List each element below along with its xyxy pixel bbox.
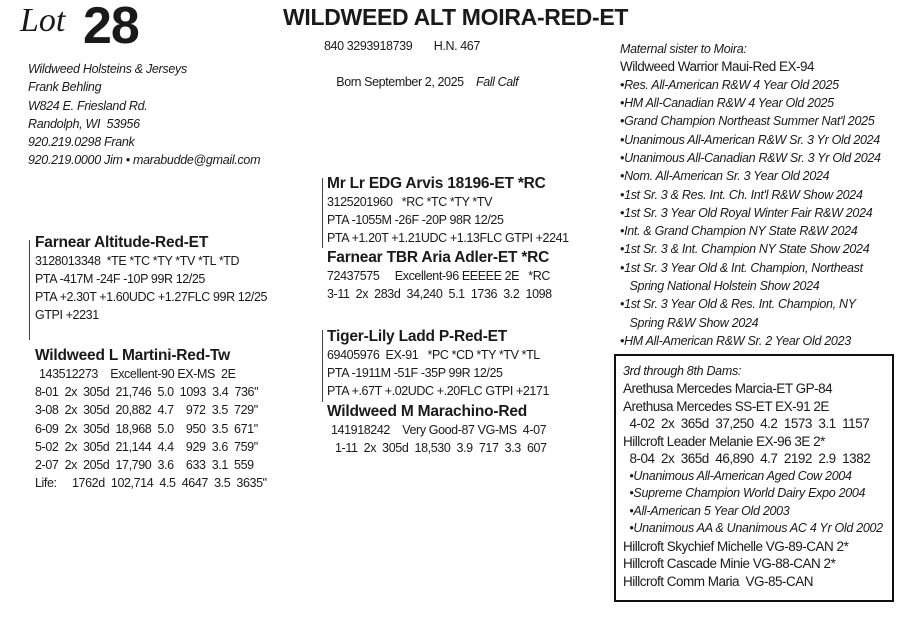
sire-of-sire-name: Mr Lr EDG Arvis 18196-ET *RC	[327, 175, 546, 192]
page-title: WILDWEED ALT MOIRA-RED-ET	[283, 4, 629, 30]
award-line: •Nom. All-American Sr. 3 Year Old 2024	[620, 169, 830, 184]
dams-box-line: •All-American 5 Year Old 2003	[623, 503, 790, 518]
pedigree-line	[322, 330, 323, 402]
award-line: •1st Sr. 3 Year Old & Res. Int. Champion, NY	[620, 297, 856, 312]
dam-of-sire-line: 72437575 Excellent-96 EEEEE 2E *RC	[327, 269, 551, 283]
dam-of-dam-name: Wildweed M Marachino-Red	[327, 403, 528, 420]
award-line: •Res. All-American R&W 4 Year Old 2025	[620, 77, 839, 92]
maternal-sister-block	[620, 40, 881, 350]
dam-of-dam-line: 1-11 2x 305d 18,530 3.9 717 3.3 607	[335, 441, 547, 455]
dams-box-line: •Unanimous All-American Aged Cow 2004	[623, 468, 852, 483]
award-line: •Grand Champion Northeast Summer Nat'l 2025	[620, 114, 875, 129]
award-line: •Unanimous All-Canadian R&W Sr. 3 Yr Old 2024	[620, 150, 881, 165]
sire-line: PTA +2.30T +1.60UDC +1.27FLC 99R 12/25	[35, 290, 268, 304]
consignor-line: 920.219.0000 Jim • marabudde@gmail.com	[28, 153, 261, 168]
dams-box-line: Hillcroft Skychief Michelle VG-89-CAN 2*	[623, 538, 849, 554]
dam-record: 6-09 2x 305d 18,968 5.0 950 3.5 671"	[35, 421, 258, 436]
dam-block	[35, 347, 267, 492]
award-line: •1st Sr. 3 Year Old & Int. Champion, Northeast	[620, 260, 863, 275]
dam-of-sire-name: Farnear TBR Aria Adler-ET *RC	[327, 249, 550, 266]
sire-line: GTPI +2231	[35, 308, 99, 322]
dam-of-sire-line: 3-11 2x 283d 34,240 5.1 1736 3.2 1098	[327, 287, 552, 301]
maternal-sister-name: Wildweed Warrior Maui-Red EX-94	[620, 59, 815, 75]
award-line: Spring R&W Show 2024	[620, 315, 759, 330]
dams-box-line: •Supreme Champion World Dairy Expo 2004	[623, 486, 866, 501]
dam-line: 143512273 Excellent-90 EX-MS 2E	[39, 367, 236, 381]
animal-born-line	[324, 55, 518, 109]
animal-id-line: 840 3293918739 H.N. 467	[324, 39, 480, 53]
dams-box-line: 8-04 2x 365d 46,890 4.7 2192 2.9 1382	[623, 451, 871, 467]
pedigree-line	[322, 178, 323, 248]
award-line: •1st Sr. 3 Year Old Royal Winter Fair R&W 2024	[620, 205, 873, 220]
sire-line: 3128013348 *TE *TC *TY *TV *TL *TD	[35, 254, 240, 268]
animal-info	[324, 37, 518, 109]
birth-date: Born September 2, 2025	[336, 75, 464, 89]
sire-block	[35, 234, 267, 324]
consignor-line: Wildweed Holsteins & Jerseys	[28, 62, 187, 76]
sire-line: PTA -417M -24F -10P 99R 12/25	[35, 272, 205, 286]
sire-of-dam-block	[327, 328, 549, 400]
dams-box-line: Hillcroft Leader Melanie EX-96 3E 2*	[623, 433, 825, 449]
sire-of-sire-line: PTA -1055M -26F -20P 98R 12/25	[327, 213, 504, 227]
sire-name: Farnear Altitude-Red-ET	[35, 234, 209, 251]
award-line: •Int. & Grand Champion NY State R&W 2024	[620, 224, 858, 239]
lot-label: Lot	[20, 2, 66, 39]
award-line: •1st Sr. 3 & Int. Champion NY State Show 2024	[620, 242, 870, 257]
dam-record: 2-07 2x 205d 17,790 3.6 633 3.1 559	[35, 458, 254, 473]
maternal-sister-heading: Maternal sister to Moira:	[620, 42, 747, 56]
dam-record: 3-08 2x 305d 20,882 4.7 972 3.5 729"	[35, 403, 258, 418]
award-line: •HM All-Canadian R&W 4 Year Old 2025	[620, 96, 834, 111]
dams-box-line: Arethusa Mercedes SS-ET EX-91 2E	[623, 398, 829, 414]
dam-record: 5-02 2x 305d 21,144 4.4 929 3.6 759"	[35, 439, 258, 454]
dams-box-line: Hillcroft Cascade Minie VG-88-CAN 2*	[623, 556, 836, 572]
award-line: •1st Sr. 3 & Res. Int. Ch. Int'l R&W Show 2024	[620, 187, 863, 202]
dams-box	[614, 354, 894, 602]
dam-of-dam-line: 141918242 Very Good-87 VG-MS 4-07	[331, 423, 547, 437]
dams-box-heading: 3rd through 8th Dams:	[623, 364, 742, 378]
dam-of-sire-block	[327, 249, 552, 303]
consignor-info	[28, 60, 260, 170]
dams-box-line: •Unanimous AA & Unanimous AC 4 Yr Old 2002	[623, 521, 883, 536]
sire-of-dam-line: PTA +.67T +.02UDC +.20FLC GTPI +2171	[327, 384, 550, 398]
consignor-line: W824 E. Friesland Rd.	[28, 98, 148, 113]
sire-of-sire-line: PTA +1.20T +1.21UDC +1.13FLC GTPI +2241	[327, 231, 569, 245]
lot-number: 28	[83, 0, 139, 55]
award-line: Spring National Holstein Show 2024	[620, 279, 820, 294]
award-line: •Unanimous All-American R&W Sr. 3 Yr Old 2024	[620, 132, 880, 147]
dam-name: Wildweed L Martini-Red-Tw	[35, 347, 230, 364]
dams-box-line: Arethusa Mercedes Marcia-ET GP-84	[623, 381, 833, 397]
sire-of-sire-block	[327, 175, 569, 247]
sire-of-dam-line: PTA -1911M -51F -35P 99R 12/25	[327, 366, 503, 380]
dams-box-line: 4-02 2x 365d 37,250 4.2 1573 3.1 1157	[623, 416, 870, 432]
sire-of-dam-line: 69405976 EX-91 *PC *CD *TY *TV *TL	[327, 348, 540, 362]
pedigree-line	[29, 240, 30, 340]
consignor-line: Frank Behling	[28, 80, 102, 95]
award-line: •HM All-American R&W Sr. 2 Year Old 2023	[620, 333, 851, 348]
sire-of-dam-name: Tiger-Lily Ladd P-Red-ET	[327, 328, 508, 345]
dams-box-line: Hillcroft Comm Maria VG-85-CAN	[623, 573, 814, 589]
dam-of-dam-block	[327, 403, 547, 457]
dam-record: 8-01 2x 305d 21,746 5.0 1093 3.4 736"	[35, 385, 259, 400]
sire-of-sire-line: 3125201960 *RC *TC *TY *TV	[327, 195, 493, 209]
dam-lifetime-record: Life: 1762d 102,714 4.5 4647 3.5 3635"	[35, 476, 267, 491]
class-label: Fall Calf	[476, 75, 519, 89]
consignor-line: 920.219.0298 Frank	[28, 135, 135, 150]
consignor-line: Randolph, WI 53956	[28, 116, 140, 131]
